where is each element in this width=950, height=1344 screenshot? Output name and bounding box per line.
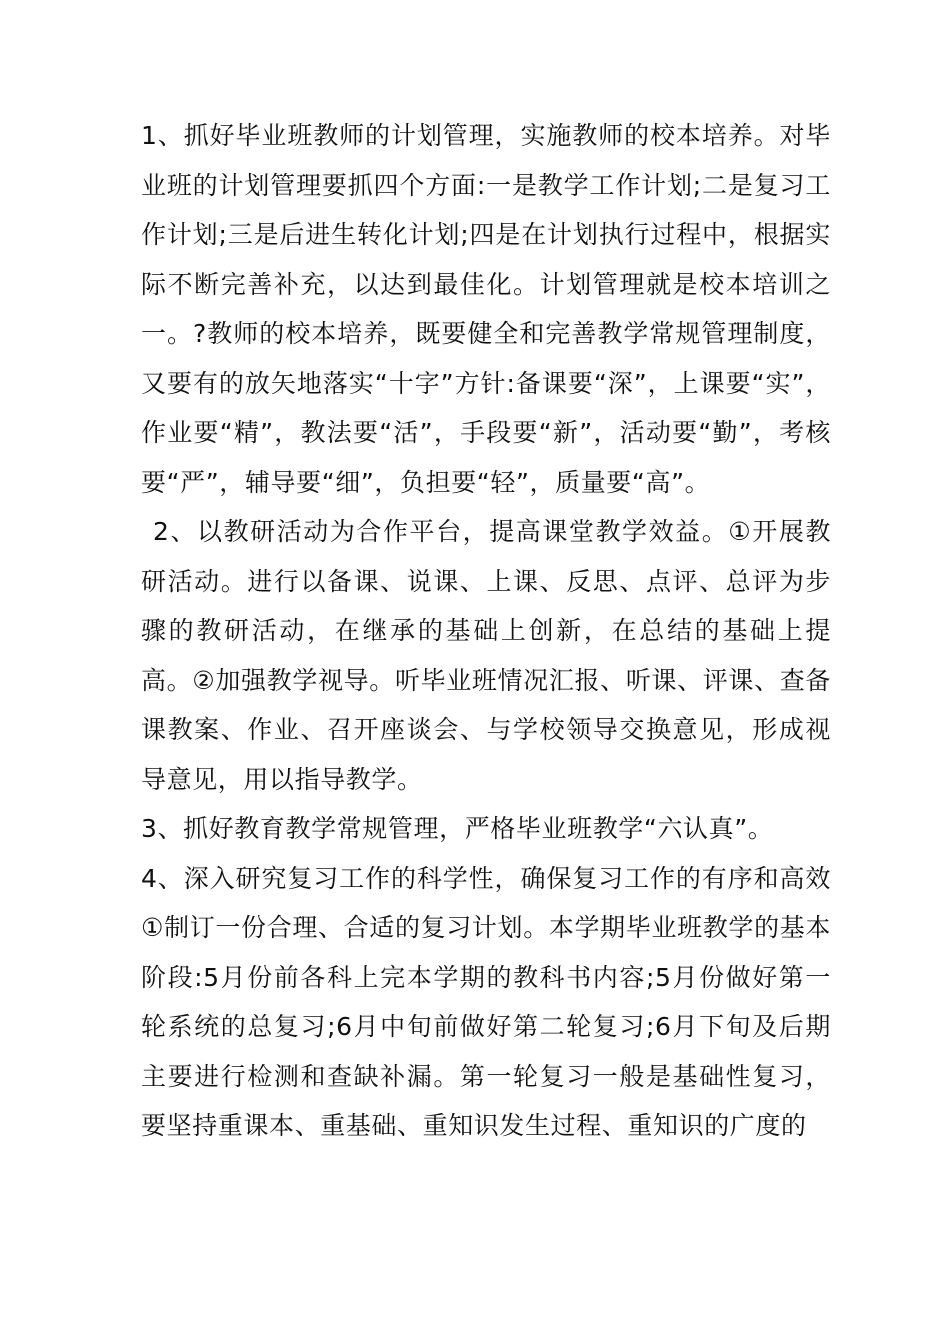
paragraph-4: 4、深入研究复习工作的科学性，确保复习工作的有序和高效①制订一份合理、合适的复习计划。本学期毕业班教学的基本阶段:5月份前各科上完本学期的教科书内容;5月份做好第一轮系统的总复习;6月中旬前做好第二轮复习;6月下旬及后期主要进行检测和查缺补漏。第一轮复习一般是基础性复习，要坚持重课本、重基础、重知识发生过程、重知识的广度的 — [141, 863, 831, 1140]
paragraph-2: 2、以教研活动为合作平台，提高课堂教学效益。①开展教研活动。进行以备课、说课、上课、反思、点评、总评为步骤的教研活动，在继承的基础上创新，在总结的基础上提高。②加强教学视导。听毕业班情况汇报、听课、评课、查备课教案、作业、召开座谈会、与学校领导交换意见，形成视导意见，用以指导教学。 — [141, 517, 831, 794]
paragraph-1: 1、抓好毕业班教师的计划管理，实施教师的校本培养。对毕业班的计划管理要抓四个方面:一是教学工作计划;二是复习工作计划;三是后进生转化计划;四是在计划执行过程中，根据实际不断完善补充，以达到最佳化。计划管理就是校本培训之一。?教师的校本培养，既要健全和完善教学常规管理制度，又要有的放矢地落实“十字”方针:备课要“深”，上课要“实”，作业要“精”，教法要“活”，手段要“新”，活动要“勤”，考核要“严”，辅导要“细”，负担要“轻”，质量要“高”。 — [141, 121, 831, 497]
document-body — [141, 111, 831, 1151]
paragraph-3: 3、抓好教育教学常规管理，严格毕业班教学“六认真”。 — [141, 814, 774, 843]
